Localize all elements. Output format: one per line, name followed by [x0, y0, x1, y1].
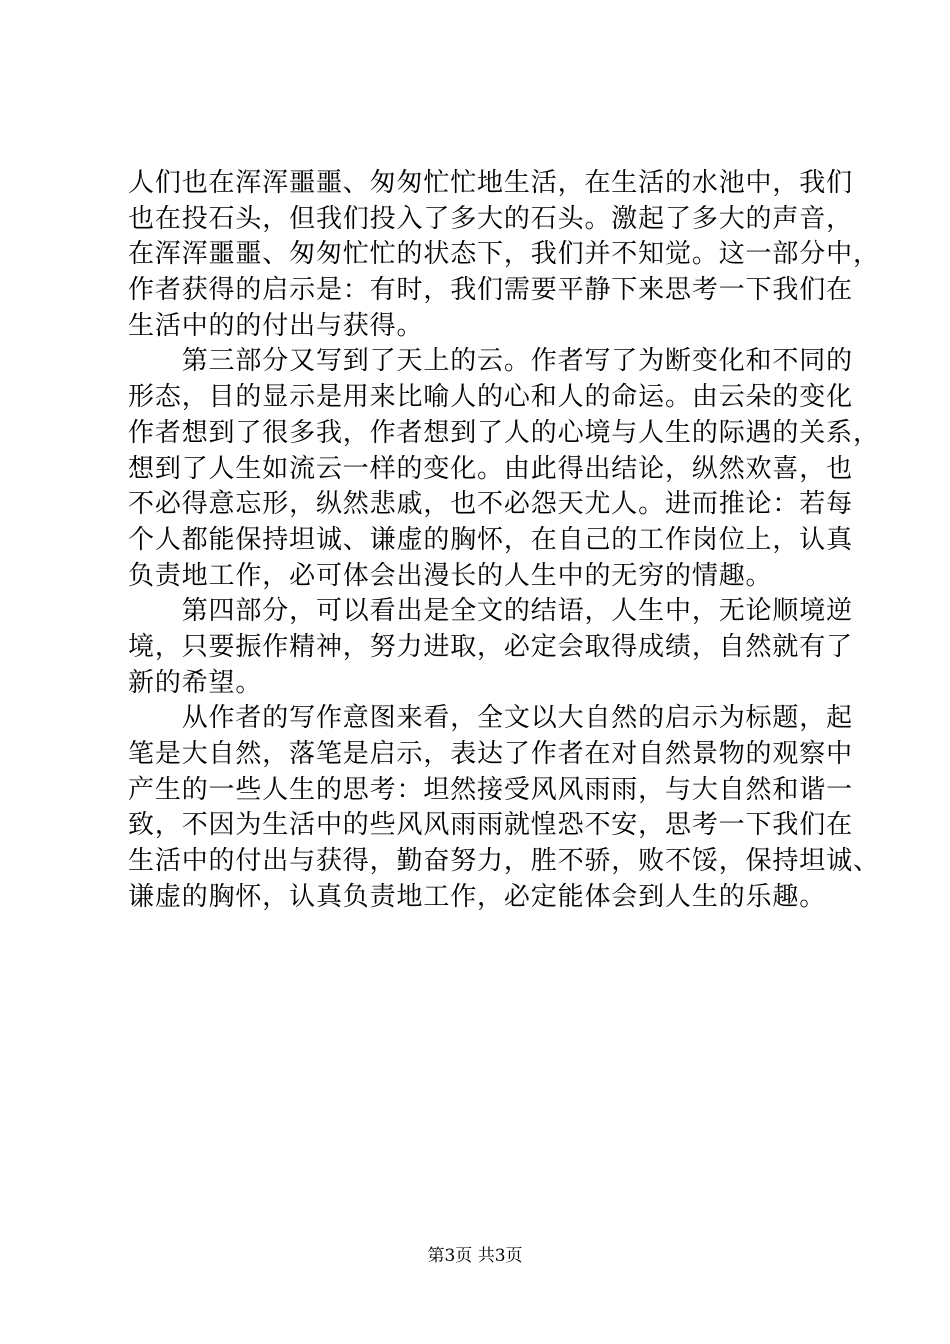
page-number-footer: 第3页 共3页 [427, 1246, 523, 1266]
text-line: 负责地工作，必可体会出漫长的人生中的无穷的情趣。 [128, 560, 773, 591]
text-line: 从作者的写作意图来看，全文以大自然的启示为标题，起 [128, 703, 853, 734]
text-line: 在浑浑噩噩、匆匆忙忙的状态下，我们并不知觉。这一部分中， [128, 239, 880, 270]
text-line: 谦虚的胸怀，认真负责地工作，必定能体会到人生的乐趣。 [128, 881, 827, 912]
text-line: 不必得意忘形，纵然悲戚，也不必怨天尤人。进而推论：若每 [128, 489, 853, 520]
text-line: 形态，目的显示是用来比喻人的心和人的命运。由云朵的变化 [128, 382, 853, 413]
text-line: 作者获得的启示是：有时，我们需要平静下来思考一下我们在 [128, 275, 853, 306]
body-text [128, 166, 880, 915]
text-line: 人们也在浑浑噩噩、匆匆忙忙地生活，在生活的水池中，我们 [128, 168, 853, 198]
text-line: 第三部分又写到了天上的云。作者写了为断变化和不同的 [128, 346, 853, 377]
text-line: 第四部分，可以看出是全文的结语，人生中，无论顺境逆 [128, 596, 853, 627]
text-line: 个人都能保持坦诚、谦虚的胸怀，在自己的工作岗位上，认真 [128, 524, 853, 555]
text-line: 生活中的的付出与获得。 [128, 310, 424, 341]
text-line: 产生的一些人生的思考：坦然接受风风雨雨，与大自然和谐一 [128, 774, 853, 805]
text-line: 也在投石头，但我们投入了多大的石头。激起了多大的声音， [128, 203, 853, 234]
text-line: 境，只要振作精神，努力进取，必定会取得成绩，自然就有了 [128, 631, 853, 662]
text-line: 生活中的付出与获得，勤奋努力，胜不骄，败不馁，保持坦诚、 [128, 846, 880, 877]
text-line: 作者想到了很多我，作者想到了人的心境与人生的际遇的关系， [128, 417, 880, 448]
text-line: 笔是大自然，落笔是启示，表达了作者在对自然景物的观察中 [128, 739, 853, 769]
text-line: 新的希望。 [128, 667, 263, 698]
text-line: 想到了人生如流云一样的变化。由此得出结论，纵然欢喜，也 [128, 453, 853, 484]
text-line: 致，不因为生活中的些风风雨雨就惶恐不安，思考一下我们在 [128, 810, 853, 841]
